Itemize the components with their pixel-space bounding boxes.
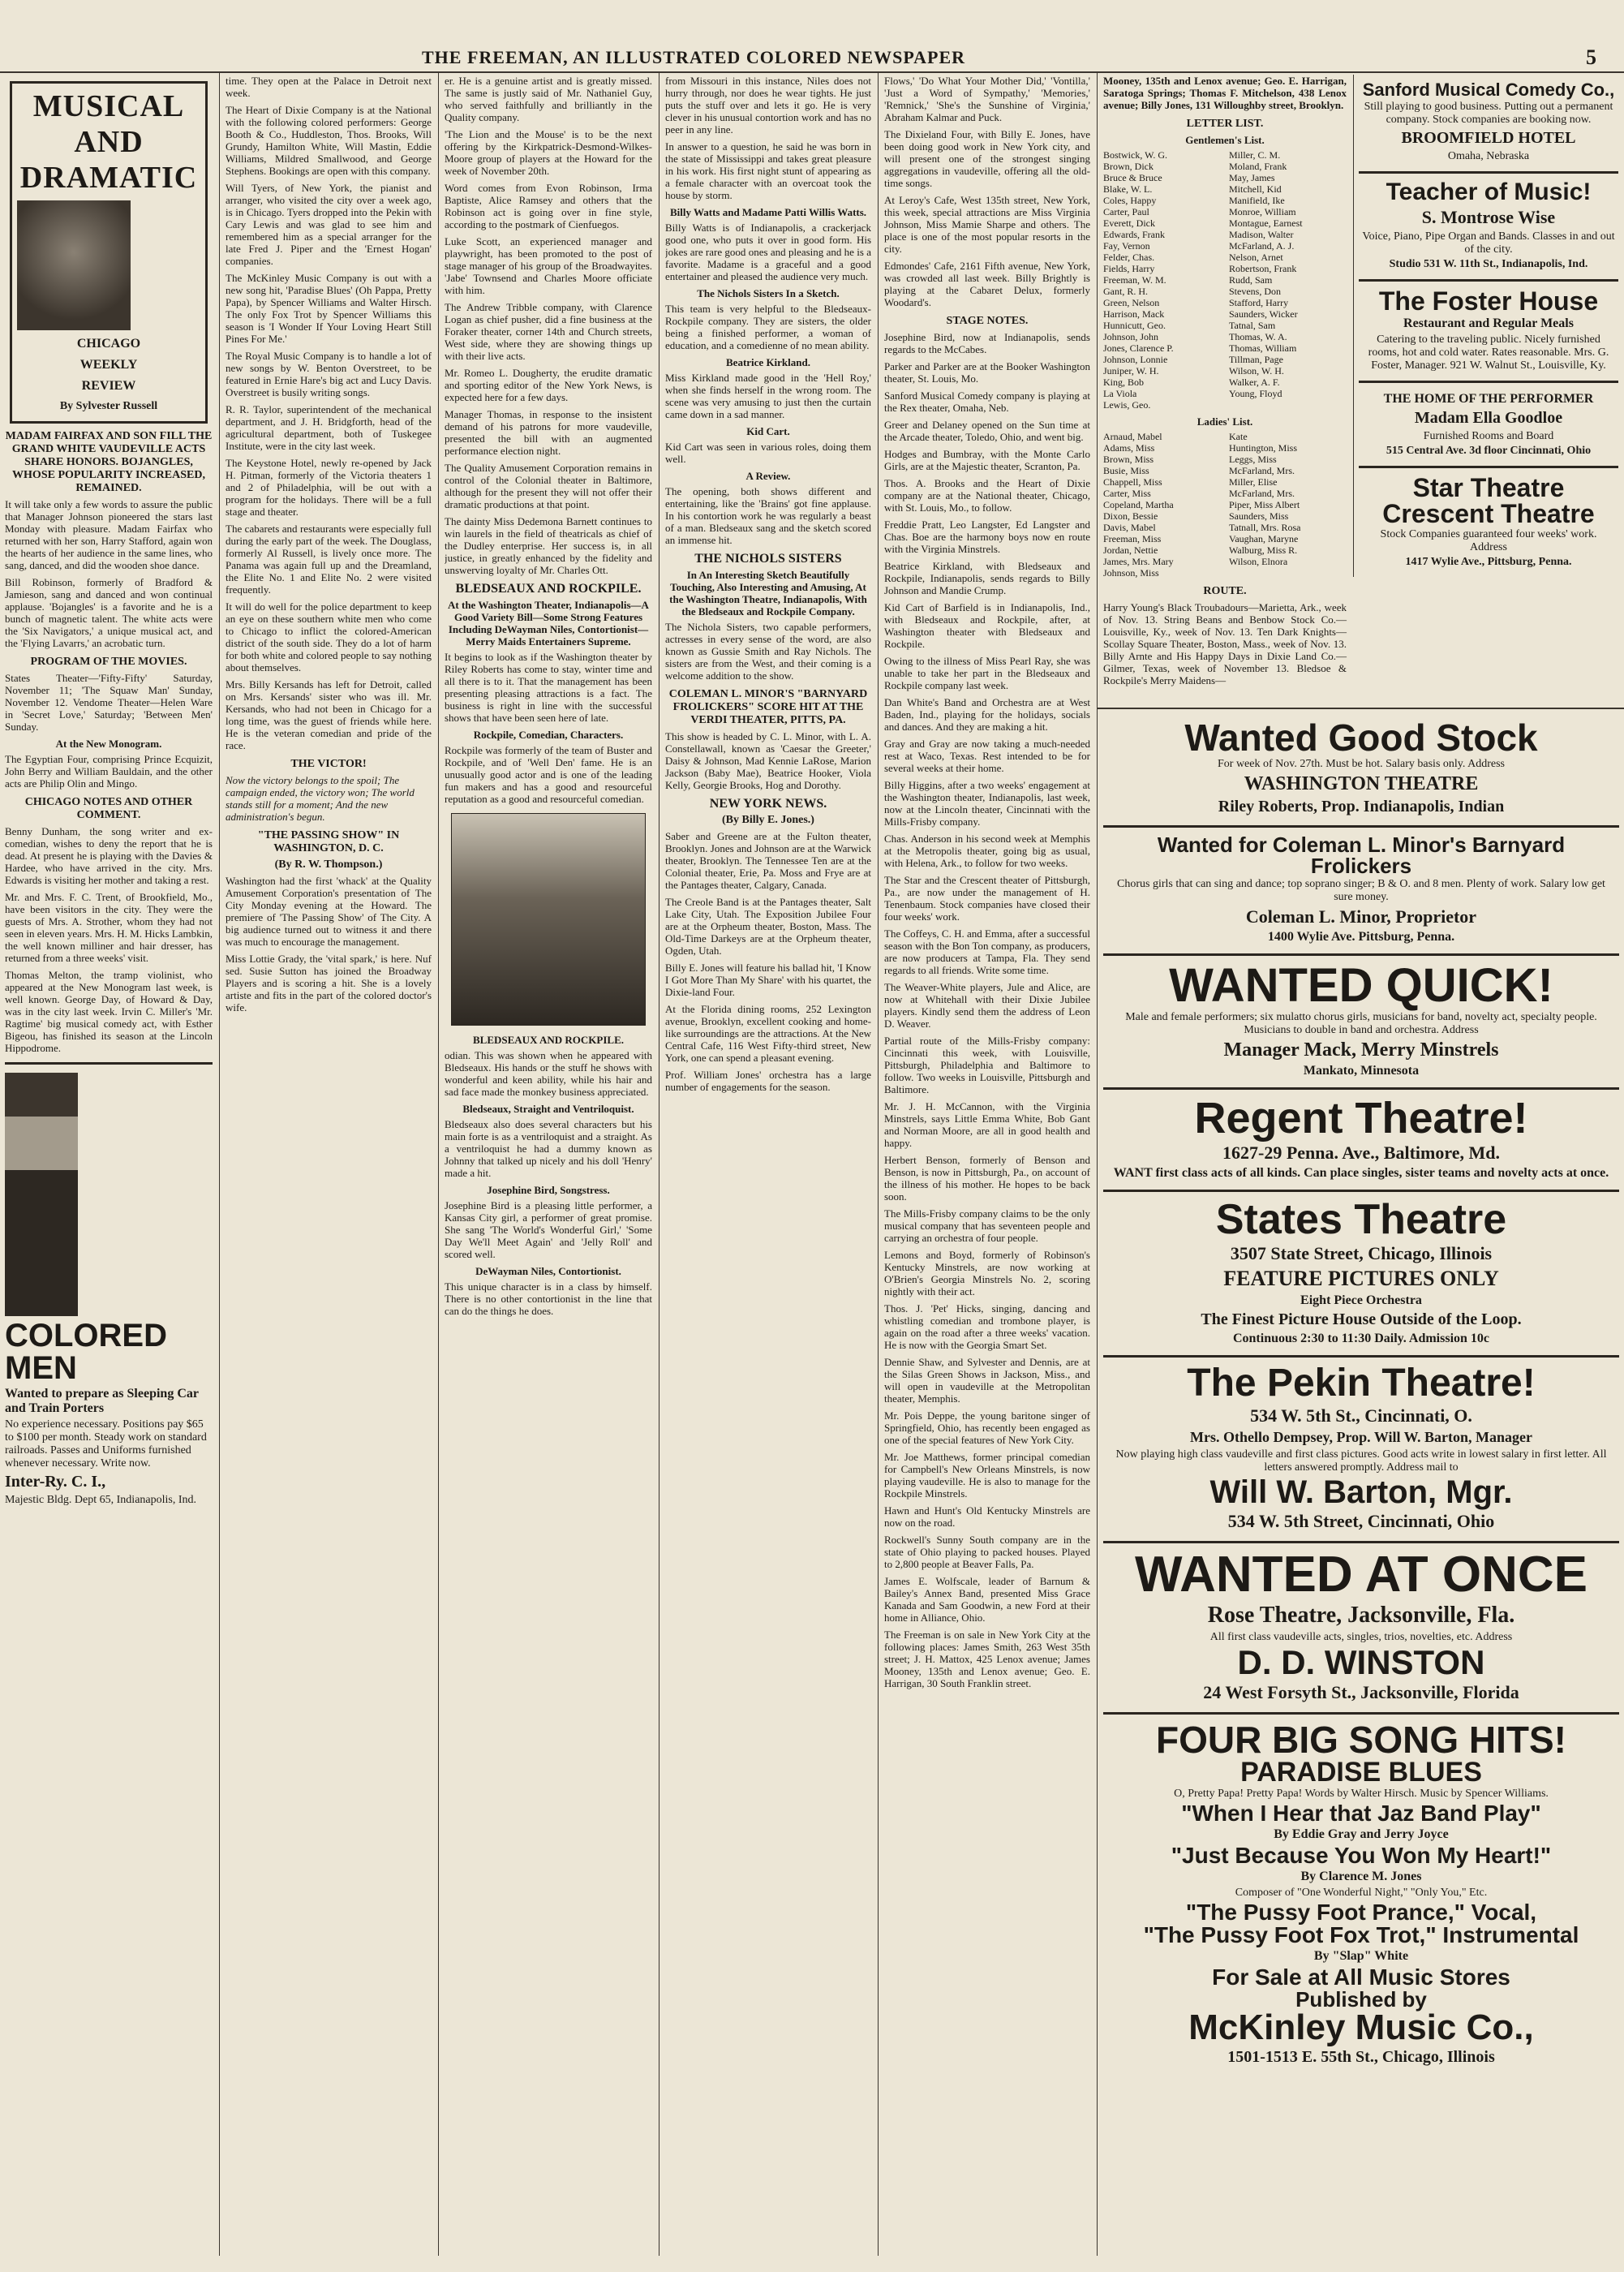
letter-list-name: May, James [1229, 172, 1275, 183]
review-tag: CHICAGO [76, 337, 141, 351]
letter-list-name: Blake, W. L. [1103, 183, 1153, 195]
porter-figure [5, 1073, 78, 1316]
article-paragraph: Josephine Bird, now at Indianapolis, sends regards to the McCabes. [884, 331, 1090, 355]
letter-list-name: Johnson, Miss [1103, 567, 1159, 579]
article-paragraph: Mr. Pois Deppe, the young baritone singer of Springfield, Ohio, has recently been engaged as one of the special features of New York City. [884, 1409, 1090, 1446]
article-paragraph: States Theater—'Fifty-Fifty' Saturday, November 11; 'The Squaw Man' Sunday, November 12. Vendome Theater—Helen Ware in 'Secret Love,' Saturday; 'Between Men' Sunday. [5, 672, 213, 733]
states-theatre-ad: States Theatre 3507 State Street, Chicago, Illinois FEATURE PICTURES ONLY Eight Piece Orchestra The Finest Picture House Outside of the Loop. Continuous 2:30 to 11:30 Daily. Admission 10c [1103, 1192, 1619, 1358]
column-rule [878, 73, 879, 2256]
letter-list-name: Davis, Mabel [1103, 522, 1156, 533]
headline: THE VICTOR! [290, 758, 367, 770]
letter-list-name: La Viola [1103, 388, 1137, 399]
letter-list-name: Gant, R. H. [1103, 286, 1148, 297]
letter-list-name: Johnson, Lonnie [1103, 354, 1168, 365]
article-paragraph: The McKinley Music Company is out with a new song hit, 'Paradise Blues' (Oh Pappa, Pretty Papa), by Spencer Williams and Walter Hirsch. The only Fox Trot by Spencer Williams this season is 'I Wonder If Your Loving Heart Still Pines For Me.' [226, 272, 432, 345]
letter-list-name: Carter, Paul [1103, 206, 1149, 217]
article-paragraph: The Quality Amusement Corporation remains in control of the Colonial theater in Baltimore, although for the present they will not offer their dramatic productions at that point. [445, 462, 652, 510]
article-paragraph: odian. This was shown when he appeared with Bledseaux. His hands or the stuff he shows with wonderful and keen ability, while his hair and sad face made the monkey business appreciated. [445, 1049, 652, 1098]
review-tag: WEEKLY [79, 358, 138, 372]
letter-list-name: Lewis, Geo. [1103, 399, 1151, 411]
letter-list-name: Tatnal, Sam [1229, 320, 1276, 331]
letter-list-name: Brown, Miss [1103, 454, 1154, 465]
ads-top-rule [1098, 708, 1624, 709]
letter-list-name: Edwards, Frank [1103, 229, 1165, 240]
article-paragraph: The Andrew Tribble company, with Clarence Logan as chief pusher, did a fine business at the Foraker theater, corner 14th and Church streets, West side, where they are showing things up with their live acts. [445, 301, 652, 362]
article-paragraph: Dan White's Band and Orchestra are at West Baden, Ind., playing for the holidays, socials and dances. And they are making a hit. [884, 696, 1090, 733]
portrait-image [17, 200, 131, 330]
article-paragraph: Billy Watts is of Indianapolis, a crackerjack good one, who puts it over in good form. His jokes are rare good ones and pleasing and he is a favorite. Madame is a graceful and a good entertainer and pleased the audience very much. [665, 222, 871, 282]
byline: (By R. W. Thompson.) [274, 858, 383, 871]
letter-list-name: Juniper, W. H. [1103, 365, 1159, 377]
article-paragraph: The Star and the Crescent theater of Pittsburgh, Pa., are now under the management of H. Tenenbaum. Stock companies have closed their four weeks' work. [884, 874, 1090, 923]
headline: THE NICHOLS SISTERS [694, 552, 842, 566]
headline: BLEDSEAUX AND ROCKPILE. [455, 582, 642, 596]
article-paragraph: Word comes from Evon Robinson, Irma Baptiste, Alice Ramsey and others that the Robinson act is going over in fine style, according to the postmark of Cienfuegos. [445, 182, 652, 230]
ad-text: Wanted to prepare as Sleeping Car and Train Porters [5, 1387, 199, 1415]
subhead: A Review. [745, 470, 791, 482]
article-paragraph: It begins to look as if the Washington theater by Riley Roberts has come to stay, winter time and all there is to it. That the management has been presenting pleasing attractions is a fact. The business is right in line with the successful shows that have been seen here of late. [445, 651, 652, 724]
letter-list-name: Everett, Dick [1103, 217, 1155, 229]
article-paragraph: Luke Scott, an experienced manager and playwright, has been promoted to the post of stage manager of his group of the Broadwayites. 'Jabe' Townsend and Charles Moore officiate with him. [445, 235, 652, 296]
article-paragraph: 'The Lion and the Mouse' is to be the next offering by the Kirkpatrick-Desmond-Wilkes-Moore group of players at the Howard for the week of November 20th. [445, 128, 652, 177]
article-paragraph: Beatrice Kirkland, with Bledseaux and Rockpile, Indianapolis, sends regards to Billy Johnson and Mandie Crump. [884, 560, 1090, 596]
letter-list-name: Dixon, Bessie [1103, 510, 1158, 522]
column-2 [226, 75, 432, 2256]
article-paragraph: It will take only a few words to assure the public that Manager Johnson pioneered the stars last Monday with pleasure. Madam Fairfax who returned with her son, Harry Stafford, again won the hearts of her audience in the same lines, who sang, danced, and did the wooden shoe dance. [5, 498, 213, 571]
subhead: In An Interesting Sketch Beautifully Touching, Also Interesting and Amusing, At the Washington Theatre, Indianapolis, With the Bledseaux and Rockpile Company. [669, 569, 867, 617]
column-3 [445, 75, 652, 2256]
article-paragraph: Chas. Anderson in his second week at Memphis at the Metropolis theater, going big as usual, with Helena, Ark., to follow for two weeks. [884, 833, 1090, 869]
article-paragraph: The Mills-Frisby company claims to be the only musical company that has seventeen people and carrying an orchestra of four people. [884, 1207, 1090, 1244]
article-paragraph: Bill Robinson, formerly of Bradford & Jamieson, sang and danced and won continual applause. 'Bojangles' is a favorite and he is a bunch of magnetic talent. The white acts were the 'Six Navigators,' a unique musical act, and the 'Flying Lavarrs,' an acrobatic turn. [5, 576, 213, 649]
article-paragraph: er. He is a genuine artist and is greatly missed. The same is justly said of Mr. Nathaniel Guy, who served faithfully and brilliantly in the Quality company. [445, 75, 652, 123]
letter-list-name: Young, Floyd [1229, 388, 1282, 399]
letter-list-name: Walburg, Miss R. [1229, 544, 1298, 556]
article-paragraph: Hodges and Bumbray, with the Monte Carlo Girls, are at the Majestic theater, Scranton, Pa. [884, 448, 1090, 472]
article-paragraph: At the Florida dining rooms, 252 Lexington avenue, Brooklyn, excellent cooking and home-like surroundings are the attractions. At the New Central Cafe, 116 West Fifty-third street, New York, one can spend a pleasant evening. [665, 1003, 871, 1064]
ads-block [1103, 712, 1619, 2256]
letter-list-title: LETTER LIST. [1186, 118, 1264, 130]
article-paragraph: This team is very helpful to the Bledseaux-Rockpile company. They are sisters, the older being a finished performer, a woman of education, and a comedienne of no mean ability. [665, 303, 871, 351]
article-paragraph: The Egyptian Four, comprising Prince Ecquizit, John Berry and William Bauldain, and the other acts are Philip Olin and Mingo. [5, 753, 213, 790]
article-paragraph: Kid Cart was seen in various roles, doing them well. [665, 441, 871, 465]
article-paragraph: Miss Kirkland made good in the 'Hell Roy,' when she finds herself in the wrong room. The scene was very amusing to just then the curtain came down in a sad manner. [665, 372, 871, 420]
letter-list-name: Miller, C. M. [1229, 149, 1281, 161]
letter-list-name: Montague, Earnest [1229, 217, 1303, 229]
subhead: DeWayman Niles, Contortionist. [475, 1265, 621, 1277]
letter-list-name: Tatnall, Mrs. Rosa [1229, 522, 1301, 533]
review-tag: REVIEW [81, 379, 136, 393]
column-5 [884, 75, 1090, 2256]
article-paragraph: Will Tyers, of New York, the pianist and arranger, who visited the city over a week ago, is in Chicago. Tyers dropped into the Pekin with Cary Lewis and was glad to see him and remembered him as a special arranger for the late Fred J. Piper and the 'Ernest Hogan' companies. [226, 182, 432, 267]
headline: MADAM FAIRFAX AND SON FILL THE GRAND WHITE VAUDEVILLE ACTS SHARE HONORS. BOJANGLES, WHOSE POPULARITY INCREASED, REMAINED. [5, 430, 213, 494]
article-paragraph: Manager Thomas, in response to the insistent demand of his patrons for more vaudeville, presented the bill with an augmented performance election night. [445, 408, 652, 457]
letter-list-name: McFarland, A. J. [1229, 240, 1295, 252]
article-paragraph: Rockwell's Sunny South company are in the state of Ohio playing to packed houses. Played to 2,800 people at Beaver Falls, Pa. [884, 1534, 1090, 1570]
article-paragraph: Hawn and Hunt's Old Kentucky Minstrels are now on the road. [884, 1504, 1090, 1529]
article-paragraph: Thos. A. Brooks and the Heart of Dixie company are at the National theater, Chicago, with St. Louis, Mo., to follow. [884, 477, 1090, 514]
article-paragraph: Mrs. Billy Kersands has left for Detroit, called on Mrs. Kersands' sister who was ill. Mr. Kersands, who had not been in Chicago for a long time, was the guest of friends while here. He is the veteran comedian and pride of the race. [226, 678, 432, 751]
article-paragraph: Mr. J. H. McCannon, with the Virginia Minstrels, says Little Emma White, Bob Gant and Norman Moore, are all in good health and happy. [884, 1100, 1090, 1149]
letter-list-name: Bostwick, W. G. [1103, 149, 1168, 161]
article-paragraph: This show is headed by C. L. Minor, with L. A. Constellawall, known as 'Caesar the Greeter,' Daisy & Johnson, Mad Kennie LaRose, Marion Jackson (Baby Mae), Beatrice Hooker, Viola Kelly, Georgie Brooks, Hog and Dorothy. [665, 730, 871, 791]
article-paragraph: Mr. Joe Matthews, former principal comedian for Campbell's New Orleans Minstrels, is now playing vaudeville. He is also to manage for the Rockpile Minstrels. [884, 1451, 1090, 1500]
article-paragraph: Thos. J. 'Pet' Hicks, singing, dancing and whistling comedian and trombone player, is again on the road after a three weeks' vacation. He is now with the Georgia Smart Set. [884, 1302, 1090, 1351]
article-paragraph: Benny Dunham, the song writer and ex-comedian, wishes to deny the report that he is dead. At present he is playing with the Davies & Hardee, who have arrived in the city. Mrs. Edwards is visiting her mother and taking a rest. [5, 825, 213, 886]
headline: "THE PASSING SHOW" IN WASHINGTON, D. C. [257, 829, 400, 854]
bledseaux-rockpile-photo [451, 813, 646, 1026]
article-paragraph: Freddie Pratt, Leo Langster, Ed Langster and Chas. Boe are the harmony boys now en route with the Virginia Minstrels. [884, 519, 1090, 555]
ad-headline: COLORED [5, 1318, 167, 1353]
wanted-quick-ad: WANTED QUICK! Male and female performers; six mulatto chorus girls, musicians for band, novelty act, specialty people. Musicians to double in band and orchestra. Address Manager Mack, Merry Minstrels Mankato, Minnesota [1103, 956, 1619, 1090]
letter-list-name: Wilson, W. H. [1229, 365, 1284, 377]
article-paragraph: Mr. and Mrs. F. C. Trent, of Brookfield, Mo., have been visitors in the city. They were the guests of Mrs. A. Strother, whom they had not seen in eleven years. Mrs. H. M. Hicks Lambkin, the well known milliner and hair dresser, has returned from a three weeks' visit. [5, 891, 213, 964]
letter-list-name: Nelson, Arnet [1229, 252, 1283, 263]
subhead: Billy Watts and Madame Patti Willis Watts. [669, 206, 867, 218]
article-paragraph: The opening, both shows different and entertaining, like the 'Brains' got fine applause. In his contortion work he was regularly a beast of a man. Bledseaux sang and the sketch scored an immense hit. [665, 485, 871, 546]
article-paragraph: In answer to a question, he said he was born in the state of Mississippi and takes great pleasure in his work. His first night stunt of appearing as a female character with an overcoat took the house by storm. [665, 140, 871, 201]
gentlemen-list-title: Gentlemen's List. [1185, 134, 1265, 146]
star-crescent-ad: Star Theatre Crescent Theatre Stock Companies guaranteed four weeks' work. Address 1417 Wylie Ave., Pittsburg, Penna. [1380, 473, 1597, 568]
masthead: THE FREEMAN, AN ILLUSTRATED COLORED NEWSPAPER [422, 47, 966, 67]
article-paragraph: The Creole Band is at the Pantages theater, Salt Lake City, Utah. The Exposition Jubilee Four are at the Orpheum theater, Boston, Mass. The Old-Time Darkeys are at the Orpheum theater, Ogden, Utah. [665, 896, 871, 957]
article-paragraph: The Nichola Sisters, two capable performers, actresses in every sense of the word, are also known as Gussie Smith and Ray Nichols. The sisters are from the West, and their coming is a welcome addition to the show. [665, 621, 871, 682]
letter-list-name: Monroe, William [1229, 206, 1296, 217]
letter-list-name: Leggs, Miss [1229, 454, 1277, 465]
article-paragraph: Lemons and Boyd, formerly of Robinson's Kentucky Minstrels, are now working at O'Brien's Georgia Minstrels No. 2, scoring nightly with their act. [884, 1249, 1090, 1297]
page-number: 5 [1586, 45, 1596, 69]
article-paragraph: Greer and Delaney opened on the Sun time at the Arcade theater, Toledo, Ohio, and went big. [884, 419, 1090, 443]
letter-list-name: Chappell, Miss [1103, 476, 1162, 488]
letter-list-name: Adams, Miss [1103, 442, 1155, 454]
letter-list-name: Mitchell, Kid [1229, 183, 1282, 195]
ladies-list [1103, 431, 1347, 579]
letter-list-name: Stevens, Don [1229, 286, 1281, 297]
letter-list-name: Huntington, Miss [1229, 442, 1298, 454]
foster-house-ad: The Foster House Restaurant and Regular Meals Catering to the traveling public. Nicely furnished rooms, hot and cold water. Rates reasonable. Mrs. G. Foster, Manager. 921 W. Walnut St., Louisville, Ky. [1359, 282, 1618, 383]
letter-list-name: Saunders, Wicker [1229, 308, 1298, 320]
letter-list-name: Miller, Elise [1229, 476, 1278, 488]
byline: (By Billy E. Jones.) [722, 814, 814, 826]
headline: COLEMAN L. MINOR'S "BARNYARD FROLICKERS" SCORE HIT AT THE VERDI THEATER, PITTS, PA. [668, 688, 868, 726]
route-title: ROUTE. [1203, 585, 1247, 597]
article-paragraph: Owing to the illness of Miss Pearl Ray, she was unable to take her part in the Bledseaux and Rockpile company last week. [884, 655, 1090, 691]
letter-list-name: Robertson, Frank [1229, 263, 1297, 274]
photo-caption: BLEDSEAUX AND ROCKPILE. [472, 1034, 624, 1046]
article-paragraph: The cabarets and restaurants were especially full during the early part of the week. The Douglass, formerly Al Russell, is lively once more. The Panama was again full up and the Dreamland, the Elite No. 1 and Elite No. 2 were visited frequently. [226, 523, 432, 596]
article-paragraph: Gray and Gray are now taking a much-needed rest at Waco, Texas. Rest intended to be for several weeks at their home. [884, 738, 1090, 774]
article-paragraph: Saber and Greene are at the Fulton theater, Brooklyn. Jones and Johnson are at the Warwick theater, Brooklyn. The Tennessee Ten are at the Colonial theater, Erie, Pa. Moss and Frye are at the Pantages theater, Calgary, Canada. [665, 830, 871, 891]
wanted-at-once-ad: WANTED AT ONCE Rose Theatre, Jacksonville, Fla. All first class vaudeville acts, singles, trios, novelties, etc. Address D. D. WINSTON 24 West Forsyth St., Jacksonville, Florida [1103, 1543, 1619, 1715]
article-paragraph: Miss Lottie Grady, the 'vital spark,' is here. Nuf sed. Susie Sutton has joined the Broadway Players and is scoring a hit. She is a lovely artiste and fits in the part of the colored doctor's wife. [226, 953, 432, 1013]
byline: By Sylvester Russell [59, 400, 158, 412]
article-paragraph: Kid Cart of Barfield is in Indianapolis, Ind., with Bledseaux and Rockpile, after, at Washington theater with Bledseaux and Rockpile. [884, 601, 1090, 650]
pekin-theatre-ad: The Pekin Theatre! 534 W. 5th St., Cincinnati, O. Mrs. Othello Dempsey, Prop. Will W. Barton, Manager Now playing high class vaudeville and first class pictures. Good acts write in lowest salary in first letter. All letters answered promptly. Address mail to Will W. Barton, Mgr. 534 W. 5th Street, Cincinnati, Ohio [1103, 1358, 1619, 1543]
musical-dramatic-box [10, 81, 208, 424]
gentlemen-list [1103, 149, 1347, 411]
column-6-upper [1103, 75, 1619, 695]
poem: Now the victory belongs to the spoil; The campaign ended, the victory won; The world stands still for a moment; And the new administration's begun. [226, 774, 415, 823]
letter-list-name: Thomas, William [1229, 342, 1297, 354]
letter-list-name: Coles, Happy [1103, 195, 1157, 206]
article-paragraph: Billy E. Jones will feature his ballad hit, 'I Know I Got More Than My Share' with his quartet, the Dixie-land Four. [665, 962, 871, 998]
subhead: Josephine Bird, Songstress. [487, 1184, 610, 1196]
letter-list-name: Johnson, John [1103, 331, 1159, 342]
article-paragraph: The Coffeys, C. H. and Emma, after a successful season with the Bon Ton company, as producers, are now producers at Tampa, Fla. They send regards to all friends. Write some time. [884, 927, 1090, 976]
article-paragraph: Prof. William Jones' orchestra has a large number of engagements for the season. [665, 1069, 871, 1093]
song-hits-ad: FOUR BIG SONG HITS! PARADISE BLUES O, Pretty Papa! Pretty Papa! Words by Walter Hirsch. Music by Spencer Williams. "When I Hear that Jaz Band Play" By Eddie Gray and Jerry Joyce "Just Because You Won My Heart!" By Clarence M. Jones Composer of "One Wonderful Night," "Only You," Etc. "The Pussy Foot Prance," Vocal, "The Pussy Foot Fox Trot," Instrumental By "Slap" White For Sale at All Music Stores Published by McKinley Music Co., 1501-1513 E. 55th St., Chicago, Illinois [1143, 1719, 1579, 2066]
letter-list-name: Felder, Chas. [1103, 252, 1155, 263]
letter-list-name: Stafford, Harry [1229, 297, 1289, 308]
article-paragraph: The Dixieland Four, with Billy E. Jones, have been doing good work in New York city, and will present one of the strongest singing aggregations in vaudeville, offering all the old-time songs. [884, 128, 1090, 189]
column-rule [438, 73, 439, 2256]
article-paragraph: time. They open at the Palace in Detroit next week. [226, 75, 432, 99]
subhead: PROGRAM OF THE MOVIES. [30, 656, 187, 668]
subhead: At the New Monogram. [55, 738, 162, 750]
letter-list-name: Vaughan, Maryne [1229, 533, 1299, 544]
article-paragraph: Washington had the first 'whack' at the Quality Amusement Corporation's presentation of The City Monday evening at the Howard. The premiere of 'The Passing Show' of The City. A big audience turned out to witness it and there was much to encourage the management. [226, 875, 432, 948]
letter-list-name: Freeman, W. M. [1103, 274, 1166, 286]
article-paragraph: The Keystone Hotel, newly re-opened by Jack H. Pitman, formerly of the Victoria theaters 1 and 2 of Philadelphia, will be out with a program for the holidays. There will be a full stage and theater. [226, 457, 432, 518]
letter-list-name: Manifield, Ike [1229, 195, 1285, 206]
letter-list-name: Jordan, Nettie [1103, 544, 1158, 556]
letter-list-name: Wilson, Elnora [1229, 556, 1288, 567]
article-paragraph: Herbert Benson, formerly of Benson and Benson, is now in Pittsburgh, Pa., on account of the illness of his mother. He hopes to be back soon. [884, 1154, 1090, 1203]
letter-list-name: Tillman, Page [1229, 354, 1283, 365]
barnyard-frolickers-ad: Wanted for Coleman L. Minor's Barnyard Frolickers Chorus girls that can sing and dance; top soprano singer; B & O. and 8 men. Plenty of work. Salary low get sure money. Coleman L. Minor, Proprietor 1400 Wylie Ave. Pittsburg, Penna. [1103, 828, 1619, 956]
subhead: Kid Cart. [746, 425, 790, 437]
article-paragraph: At Leroy's Cafe, West 135th street, New York, this week, special attractions are Miss Virginia Johnson, Miss Mamie Sharpe and others. The place is one of the most popular resorts in the city. [884, 194, 1090, 255]
letter-list-name: Brown, Dick [1103, 161, 1154, 172]
article-paragraph: James E. Wolfscale, leader of Barnum & Bailey's Annex Band, presented Miss Grace Kanada and Sam Goodwin, a new Ford at their home in Alliance, Ohio. [884, 1575, 1090, 1624]
article-paragraph: The Weaver-White players, Jule and Alice, are now at Whitehall with their Dixie Jubilee players. Kindly send them the address of Leon D. Weaver. [884, 981, 1090, 1030]
ad-address: Majestic Bldg. Dept 65, Indianapolis, Ind. [5, 1494, 197, 1506]
article-paragraph: R. R. Taylor, superintendent of the mechanical department, and J. H. Bridgforth, head of the agricultural department, both of Tuskegee Institute, were in the city last week. [226, 403, 432, 452]
letter-list-name: King, Bob [1103, 377, 1145, 388]
letter-list-name: Bruce & Bruce [1103, 172, 1162, 183]
wanted-good-stock-ad: Wanted Good Stock For week of Nov. 27th. Must be hot. Salary basis only. Address WASHINGTON THEATRE Riley Roberts, Prop. Indianapolis, Indian [1103, 712, 1619, 828]
article-paragraph: Thomas Melton, the tramp violinist, who appeared at the New Monogram last week, is well known. George Day, of Howard & Day, was in the city last week. Irvin C. Miller's 'Mr. Ragtime' big musical comedy act, with Esther Bigeou, has finished its season at the Lincoln Hippodrome. [5, 969, 213, 1054]
letter-list-name: McFarland, Mrs. [1229, 465, 1295, 476]
ad-name: Inter-Ry. C. I., [5, 1473, 106, 1491]
section-title: MUSICAL AND DRAMATIC [19, 89, 198, 195]
headline: STAGE NOTES. [946, 315, 1029, 327]
article-paragraph: This unique character is in a class by himself. There is no other contortionist in the line that can do the things he does. [445, 1280, 652, 1317]
ad-headline: MEN [5, 1350, 77, 1386]
regent-theatre-ad: Regent Theatre! 1627-29 Penna. Ave., Baltimore, Md. WANT first class acts of all kinds. Can place singles, sister teams and novelty acts at once. [1103, 1090, 1619, 1192]
headline: NEW YORK NEWS. [709, 797, 827, 811]
article-paragraph: The dainty Miss Dedemona Barnett continues to win laurels in the field of theatricals as chief of the Dudley enterprise. Her success is, in all justice, in greatly enhanced by the fidelity and unswerving loyalty of Mr. Charles Ott. [445, 515, 652, 576]
sales-locations: Mooney, 135th and Lenox avenue; Geo. E. Harrigan, Saratoga Springs; Thomas F. Mitchelson, 438 Lenox avenue; Billy Jones, 131 Willoughby street, Brooklyn. [1103, 75, 1347, 111]
article-paragraph: Rockpile was formerly of the team of Buster and Rockpile, and of 'Well Den' fame. He is an unusually good actor and is one of the leading fun makers and has a good and resourceful reputation as a good and resourceful comedian. [445, 744, 652, 805]
article-paragraph: The Royal Music Company is to handle a lot of new songs by W. Benton Overstreet, to be featured in Ernie Hare's big act and Lucy Davis. Overstreet is busily writing songs. [226, 350, 432, 398]
goodloe-ad: THE HOME OF THE PERFORMER Madam Ella Goodloe Furnished Rooms and Board 515 Central Ave. 3d floor Cincinnati, Ohio [1359, 383, 1618, 468]
column-rule [219, 73, 220, 2256]
music-teacher-ad: Teacher of Music! S. Montrose Wise Voice, Piano, Pipe Organ and Bands. Classes in and out of the city. Studio 531 W. 11th St., Indianapolis, Ind. [1359, 174, 1618, 282]
article-paragraph: Edmondes' Cafe, 2161 Fifth avenue, New York, was crowded all last week. Billy Brightly is playing at the Cabaret Delux, formerly Woodard's. [884, 260, 1090, 308]
subhead: Beatrice Kirkland. [726, 356, 810, 368]
letter-list-name: Busie, Miss [1103, 465, 1149, 476]
letter-list-name: Carter, Miss [1103, 488, 1151, 499]
article-paragraph: The Freeman is on sale in New York City at the following places: James Smith, 263 West 35th street; J. H. Mattox, 425 Lenox avenue; James Mooney, 135th and Lenox avenue; Geo. E. Harrigan, 30 South Franklin street. [884, 1629, 1090, 1689]
article-paragraph: Josephine Bird is a pleasing little performer, a Kansas City girl, a performer of great promise. She sang 'The World's Wonderful Girl,' 'Some Day We'll Meet Again' and 'Jelly Roll' and scored well. [445, 1199, 652, 1260]
article-paragraph: It will do well for the police department to keep an eye on these southern white men who come to Chicago to inflict the colored-American district of the south side. They do a lot of harm for both white and colored people to say nothing about themselves. [226, 600, 432, 673]
letter-list-name: Piper, Miss Albert [1229, 499, 1300, 510]
ad-text: No experience necessary. Positions pay $65 to $100 per month. Steady work on standard railroads. Passes and Uniforms furnished whenever necessary. Write now. [5, 1418, 207, 1469]
letter-list-name: Rudd, Sam [1229, 274, 1273, 286]
subhead: CHICAGO NOTES AND OTHER COMMENT. [24, 796, 193, 821]
header-rule [0, 71, 1624, 73]
letter-list-name: Kate [1229, 431, 1248, 442]
sanford-ad: Sanford Musical Comedy Co., Still playing to good business. Putting out a permanent company. Stock companies are booking now. BROOMFIELD HOTEL Omaha, Nebraska [1359, 75, 1618, 174]
column-1 [5, 75, 213, 2256]
route-text: Harry Young's Black Troubadours—Marietta, Ark., week of Nov. 13. String Beans and Benbow Stock Co.—Louisville, Ky., week of Nov. 13. Ten Dark Knights—Scollay Square Theater, Boston, Mass., week of Nov. 13. Billy Arnte and His Happy Days in Dixie Land Co.—Gilmer, Texas, week of November 13. Bledsoe & Rockpile's Merry Maidens— [1103, 601, 1347, 686]
article-paragraph: from Missouri in this instance, Niles does not hurry through, nor does he wear tights. He just puts the stuff over and lets it go. He is very clever in his unusual contortion work and has no peer in any line. [665, 75, 871, 136]
subhead: At the Washington Theater, Indianapolis—A Good Variety Bill—Some Strong Features Including DeWayman Niles, Contortionist—Merry Maids Entertainers Supreme. [448, 599, 649, 648]
letter-list-name: Green, Nelson [1103, 297, 1160, 308]
letter-list-name: Saunders, Miss [1229, 510, 1289, 522]
letter-list-name: Madison, Walter [1229, 229, 1294, 240]
article-paragraph: Bledseaux also does several characters but his main forte is as a ventriloquist and a straight. As a ventriloquist he had a dummy known as Johnny that talked up nicely and his doll 'Henry' made a hit. [445, 1118, 652, 1179]
subhead: Bledseaux, Straight and Ventriloquist. [462, 1103, 634, 1115]
letter-list-name: Harrison, Mack [1103, 308, 1165, 320]
article-paragraph: Dennie Shaw, and Sylvester and Dennis, are at the Silas Green Shows in Jackson, Miss., and will open in vaudeville at the Metropolitan theater, Memphis. [884, 1356, 1090, 1405]
letter-list-name: McFarland, Mrs. [1229, 488, 1295, 499]
article-paragraph: Flows,' 'Do What Your Mother Did,' 'Vontilla,' 'Just a Word of Sympathy,' 'Memories,' 'Remnick,' 'She's the Sunshine of Virginia,' Abraham Kalmar and Puck. [884, 75, 1090, 123]
small-ads [1353, 75, 1618, 577]
letter-list-name: Walker, A. F. [1229, 377, 1280, 388]
subhead: Rockpile, Comedian, Characters. [473, 729, 624, 741]
letter-list-name: Fay, Vernon [1103, 240, 1150, 252]
letter-list-name: Fields, Harry [1103, 263, 1155, 274]
letter-list-name: Hunnicutt, Geo. [1103, 320, 1166, 331]
ladies-list-title: Ladies' List. [1197, 415, 1253, 428]
article-paragraph: The Heart of Dixie Company is at the National with the following colored performers: George Booth & Co., Huddleston, Thos. Brooks, Will Grundy, Hamilton White, Will Mastin, Eddie Williams, Mildred Smallwood, and George Stephens. Bookings are open with this company. [226, 104, 432, 177]
letter-list-name: Thomas, W. A. [1229, 331, 1287, 342]
subhead: The Nichols Sisters In a Sketch. [697, 287, 840, 299]
column-rule [1097, 73, 1098, 2256]
letter-list-name: Moland, Frank [1229, 161, 1287, 172]
letter-list-name: Freeman, Miss [1103, 533, 1162, 544]
letter-list-name: Arnaud, Mabel [1103, 431, 1162, 442]
letter-list-name: James, Mrs. Mary [1103, 556, 1174, 567]
article-paragraph: Mr. Romeo L. Dougherty, the erudite dramatic and sporting editor of the New York News, is expected here for a few days. [445, 367, 652, 403]
letter-list-name: Jones, Clarence P. [1103, 342, 1174, 354]
porters-ad [5, 1062, 213, 1507]
article-paragraph: Partial route of the Mills-Frisby company: Cincinnati this week, with Louisville, Pittsburgh, Philadelphia and Baltimore to follow. Two weeks in Louisville, Pittsburgh and Baltimore. [884, 1035, 1090, 1095]
article-paragraph: Billy Higgins, after a two weeks' engagement at the Washington theater, Indianapolis, last week, now at the Lincoln theater, Cincinnati with the Mills-Frisby company. [884, 779, 1090, 828]
column-4 [665, 75, 871, 2256]
article-paragraph: Parker and Parker are at the Booker Washington theater, St. Louis, Mo. [884, 360, 1090, 385]
letter-list-name: Copeland, Martha [1103, 499, 1174, 510]
article-paragraph: Sanford Musical Comedy company is playing at the Rex theater, Omaha, Neb. [884, 389, 1090, 414]
